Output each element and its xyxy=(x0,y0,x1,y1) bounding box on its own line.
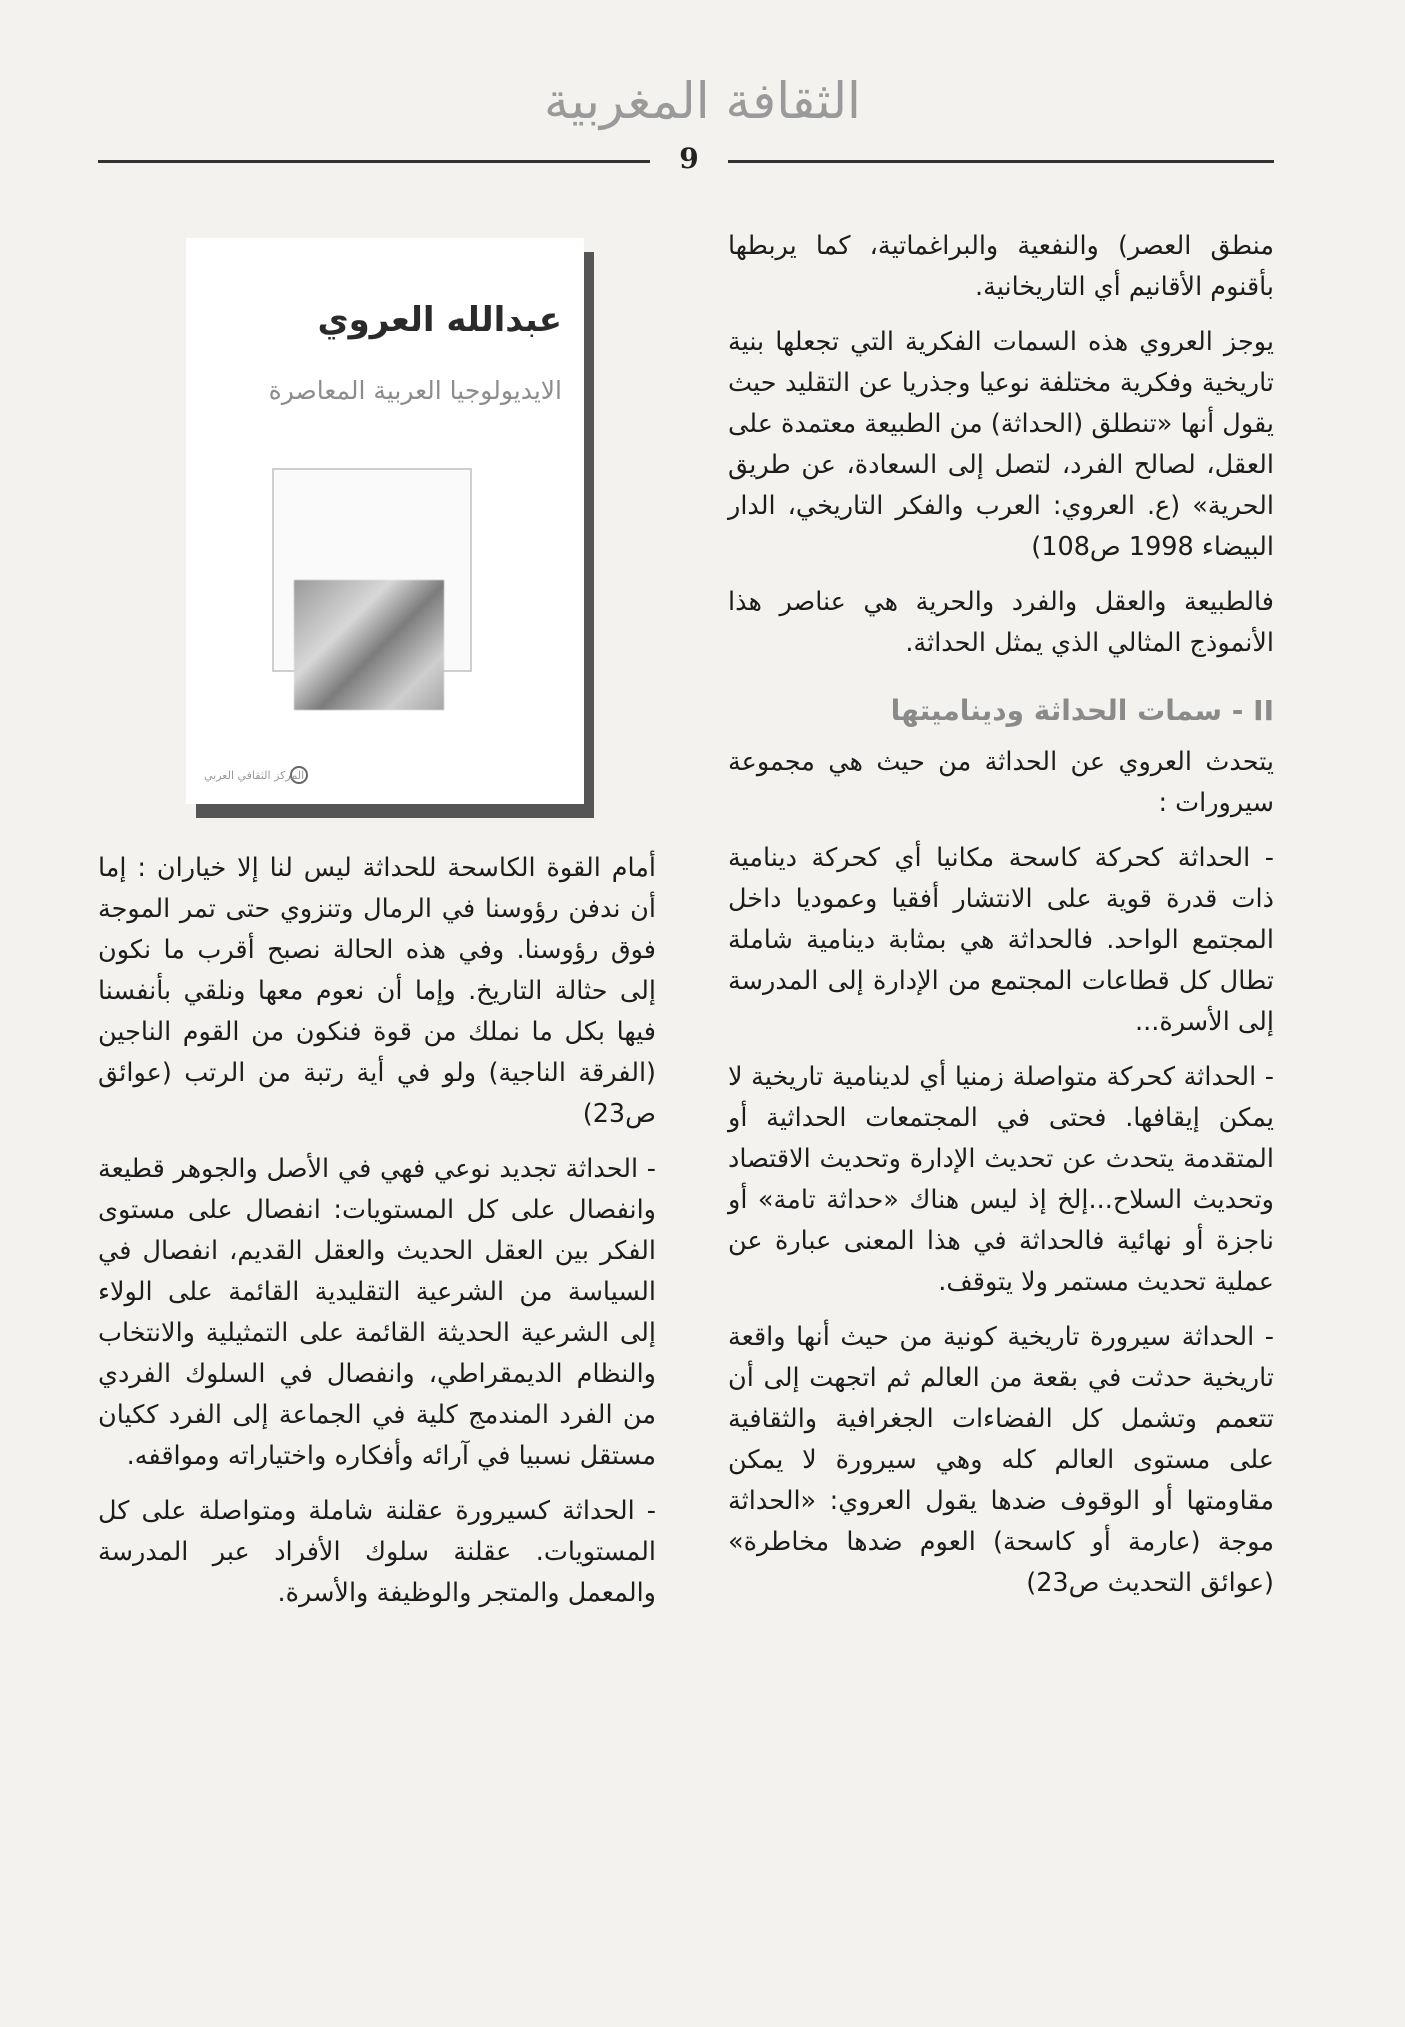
paragraph: يتحدث العروي عن الحداثة من حيث هي مجموعة سيرورات : xyxy=(728,747,1274,818)
paragraph: فالطبيعة والعقل والفرد والحرية هي عناصر هذا الأنموذج المثالي الذي يمثل الحداثة. xyxy=(728,587,1274,658)
page-number: 9 xyxy=(679,142,699,175)
header-rule-left xyxy=(98,160,650,163)
paragraph: أمام القوة الكاسحة للحداثة ليس لنا إلا خياران : إما أن ندفن رؤوسنا في الرمال وتنزوي حتى تمر الموجة فوق رؤوسنا. وفي هذه الحالة نصبح أقرب ما نكون إلى حثالة التاريخ. وإما أن نعوم معها ونلقي بأنفسنا فيها بكل ما نملك من قوة فنكون من القوم الناجين (الفرقة الناجية) ولو في أية رتبة من الرتب (عوائق ص23) xyxy=(98,853,656,1129)
book-cover-image xyxy=(186,238,584,804)
paragraph: - الحداثة كحركة متواصلة زمنيا أي لدينامية تاريخية لا يمكن إيقافها. فحتى في المجتمعات الحداثية أو المتقدمة يتحدث عن تحديث الإدارة وتحديث الاقتصاد وتحديث السلاح...إلخ إذ ليس هناك «حداثة تامة» أو ناجزة أو نهائية فالحداثة في هذا المعنى عبارة عن عملية تحديث مستمر ولا يتوقف. xyxy=(728,1062,1274,1297)
paragraph: - الحداثة كحركة كاسحة مكانيا أي كحركة دينامية ذات قدرة قوية على الانتشار أفقيا وعموديا داخل المجتمع الواحد. فالحداثة هي بمثابة دينامية شاملة تطال كل قطاعات المجتمع من الإدارة إلى المدرسة إلى الأسرة... xyxy=(728,843,1274,1037)
book-cover-publisher: المركز الثقافي العربي xyxy=(204,769,305,782)
book-cover-title: الايديولوجيا العربية المعاصرة xyxy=(268,376,562,405)
book-cover-calligraphy-art xyxy=(294,580,444,710)
paragraph: - الحداثة سيرورة تاريخية كونية من حيث أنها واقعة تاريخية حدثت في بقعة من العالم ثم اتجهت إلى أن تتعمم وتشمل كل الفضاءات الجغرافية والثقافية على مستوى العالم كله وهي سيرورة لا يمكن مقاومتها أو الوقوف ضدها يقول العروي: «الحداثة موجة (عارمة أو كاسحة) العوم ضدها مخاطرة» (عوائق التحديث ص23) xyxy=(728,1322,1274,1598)
paragraph: منطق العصر) والنفعية والبراغماتية، كما يربطها بأقنوم الأقانيم أي التاريخانية. xyxy=(728,231,1274,302)
article-column-right xyxy=(728,226,1274,1618)
masthead-title: الثقافة المغربية xyxy=(544,72,861,130)
book-cover-frame xyxy=(272,468,472,672)
book-cover-author: عبدالله العروي xyxy=(317,300,562,340)
paragraph: يوجز العروي هذه السمات الفكرية التي تجعلها بنية تاريخية وفكرية مختلفة نوعيا وجذريا عن التقليد حيث يقول أنها «تنطلق (الحداثة) من الطبيعة معتمدة على العقل، لصالح الفرد، لتصل إلى السعادة، عن طريق الحرية» (ع. العروي: العرب والفكر التاريخي، الدار البيضاء 1998 ص108) xyxy=(728,327,1274,562)
section-heading: II - سمات الحداثة وديناميتها xyxy=(890,694,1274,727)
article-column-left xyxy=(98,848,656,1628)
header-rule-right xyxy=(728,160,1274,163)
paragraph: - الحداثة تجديد نوعي فهي في الأصل والجوهر قطيعة وانفصال على كل المستويات: انفصال على مستوى الفكر بين العقل الحديث والعقل القديم، انفصال في السياسة من الشرعية التقليدية القائمة على الولاء إلى الشرعية الحديثة القائمة على التمثيلية والانتخاب والنظام الديمقراطي، وانفصال في السلوك الفردي من الفرد المندمج كلية في الجماعة إلى الفرد ككيان مستقل نسبيا في آرائه وأفكاره واختياراته ومواقفه. xyxy=(98,1154,656,1471)
paragraph: - الحداثة كسيرورة عقلنة شاملة ومتواصلة على كل المستويات. عقلنة سلوك الأفراد عبر المدرسة والمعمل والمتجر والوظيفة والأسرة. xyxy=(98,1496,656,1608)
